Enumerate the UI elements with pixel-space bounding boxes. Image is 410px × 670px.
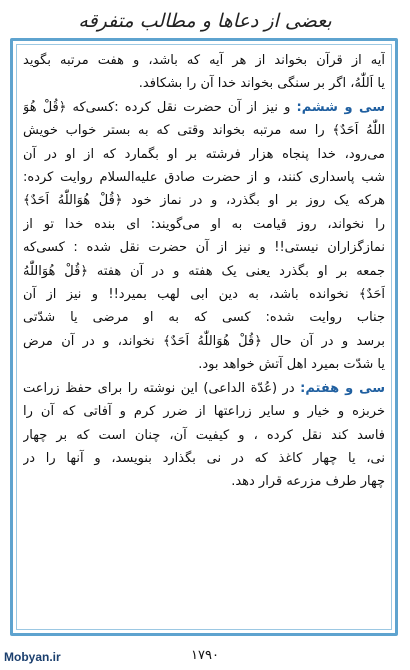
page-number: ۱۷۹۰ bbox=[191, 648, 219, 663]
text-line: اللّٰهُ اَحَدٌ﴾ را سه مرتبه بخواند وقتی که به بستر خواب خویش bbox=[23, 123, 385, 139]
text-line: آیه از قرآن بخواند از هر آیه که باشد، و هفت مرتبه بگوید bbox=[23, 53, 385, 68]
text-line: یا شدّت بمیرد اهل آتش خواهد بود. bbox=[198, 357, 385, 373]
text-frame bbox=[10, 38, 398, 636]
text-line: می‌رود، خدا پنجاه هزار فرشته بر او بگمارد که از او در آن bbox=[23, 146, 385, 162]
text-line: نمازگزاران نیستی!! و نیز از آن حضرت نقل شده : کسی‌که bbox=[23, 240, 385, 256]
text-line: اَحَدٌ﴾ نخوانده باشد، به دین ابی لهب بمیرد!! و نیز از آن bbox=[23, 287, 385, 303]
text-line bbox=[23, 96, 385, 119]
text-line: فاسد کند نقل کرده ، و کیفیت آن، چنان است که بر چهار bbox=[23, 427, 385, 443]
page-title: بعضی از دعاها و مطالب متفرقه bbox=[78, 10, 332, 32]
text-run: و نیز از آن حضرت نقل کرده :کسی‌که ﴿قُلْ هُوَ bbox=[23, 99, 297, 115]
text-line: برسد و در آن حال ﴿قُلْ هُوَاللّٰهُ اَحَدٌ﴾ نخواند، و در آن مرض bbox=[23, 333, 385, 349]
section-heading: سی و ششم: bbox=[296, 99, 385, 115]
text-run: در (عُدّة الداعی) این نوشته را برای حفظ زراعت bbox=[23, 380, 301, 396]
text-line: یا اَللّٰهُ، اگر بر سنگی بخواند خدا آن را بشکافد. bbox=[138, 76, 385, 92]
text-line: خربزه و خیار و سایر زراعتها از ضرر کرم و آفاتی که آن را bbox=[23, 404, 385, 420]
text-line: شب پاسداری کنند، و از حضرت صادق عليه‌السلام روایت کرده: bbox=[23, 170, 385, 186]
text-line: را نخواند، روز قیامت به او می‌گویند: ای بنده خدا تو از bbox=[23, 216, 385, 232]
text-line: جناب روایت شده: کسی که به او مرضی یا شدّتی bbox=[23, 310, 385, 326]
site-watermark: Mobyan.ir bbox=[4, 650, 61, 664]
text-line: چهار طرف مزرعه قرار دهد. bbox=[231, 474, 385, 490]
text-line: هرکه یک روز بر او بگذرد، و در نماز خود ﴿قُلْ هُوَاللّٰهُ اَحَدٌ﴾ bbox=[23, 193, 385, 209]
text-line: نی، یا چهار کاغذ که در نی بگذارد بنویسد، و آنها را در bbox=[23, 450, 385, 466]
text-line: جمعه بر او بگذرد یعنی یک هفته و در آن هفته ﴿قُلْ هُوَاللّٰهُ bbox=[23, 263, 385, 279]
text-line bbox=[23, 377, 385, 400]
section-heading: سی و هفتم: bbox=[300, 380, 385, 396]
document-body bbox=[23, 49, 385, 494]
page-header bbox=[0, 4, 410, 38]
